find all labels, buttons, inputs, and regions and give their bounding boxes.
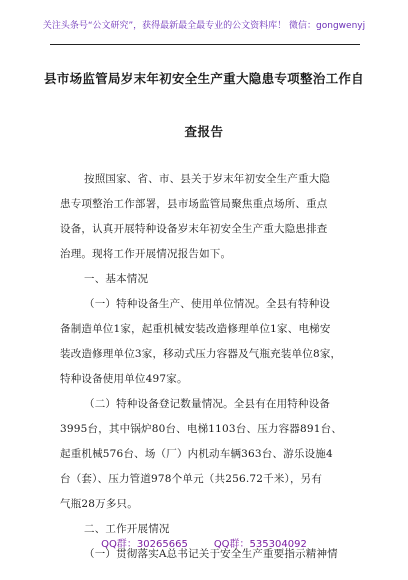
body-paragraph-line: 备制造单位1家，起重机械安装改造修理单位1家、电梯安	[60, 323, 331, 335]
body-paragraph-line: 特种设备使用单位497家。	[60, 373, 188, 385]
body-paragraph-line: 3995台，其中锅炉80台、电梯1103台、压力容器891台、	[60, 423, 343, 435]
footer-contact	[0, 535, 408, 550]
section-heading: 一、基本情况	[84, 273, 149, 285]
body-paragraph-line: 设备，认真开展特种设备岁末年初安全生产重大隐患排查	[60, 223, 328, 235]
footer-qq-group-1: QQ群：30265665	[101, 539, 188, 550]
body-paragraph-line: 患专项整治工作部署，县市场监管局聚焦重点场所、重点	[60, 198, 328, 210]
body-paragraph-line: （二）特种设备登记数量情况。全县有在用特种设备	[84, 398, 331, 410]
document-title-line-2: 查报告	[184, 124, 224, 139]
header-divider	[50, 44, 360, 45]
body-paragraph-line: （一）贯彻落实A总书记关于安全生产重要指示精神情	[84, 548, 338, 560]
document-title-line-1: 县市场监管局岁末年初安全生产重大隐患专项整治工作自	[43, 71, 364, 86]
body-paragraph-line: 起重机械576台、场（厂）内机动车辆363台、游乐设施4	[60, 448, 333, 460]
header-banner: 关注头条号“公文研究”，获得最新最全最专业的公文资料库！ 微信：gongwenyj	[42, 21, 366, 31]
body-paragraph-line: 台（套）、压力管道978个单元（共256.72千米），另有	[60, 473, 323, 485]
section-heading: 二、工作开展情况	[84, 523, 170, 535]
body-paragraph-line: 装改造修理单位3家，移动式压力容器及气瓶充装单位8家，	[60, 348, 342, 360]
body-paragraph-line: 气瓶28万多只。	[60, 498, 138, 510]
body-paragraph-line: 治理。现将工作开展情况报告如下。	[60, 248, 232, 260]
body-paragraph-line: （一）特种设备生产、使用单位情况。全县有特种设	[84, 298, 331, 310]
body-paragraph-line: 按照国家、省、市、县关于岁末年初安全生产重大隐	[84, 173, 331, 185]
footer-qq-group-2: QQ群：535304092	[213, 539, 307, 550]
